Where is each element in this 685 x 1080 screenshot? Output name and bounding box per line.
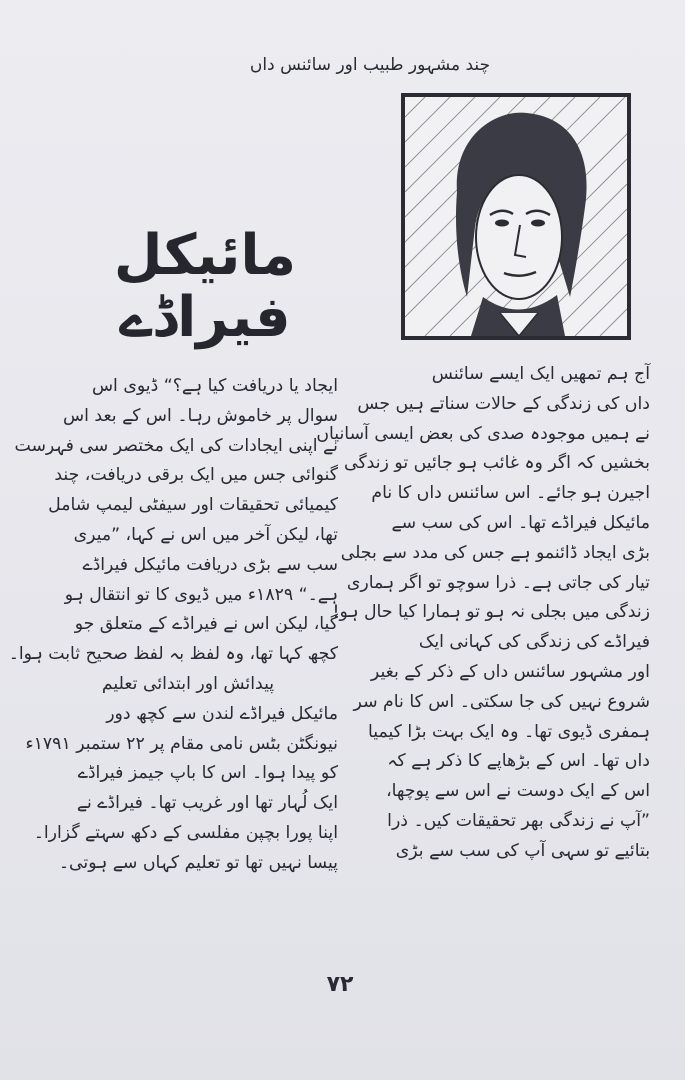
page-number: ۷۲	[326, 972, 354, 997]
text-line: ہمفری ڈیوی تھا۔ وہ ایک بہت بڑا کیمیا	[367, 721, 650, 742]
text-line: ہے۔“ ۱۸۲۹ء میں ڈیوی کا تو انتقال ہو	[64, 584, 338, 605]
text-line: اجیرن ہو جائے۔ اس سائنس داں کا نام	[371, 483, 650, 504]
text-line: آج ہم تمھیں ایک ایسے سائنس	[431, 364, 650, 384]
text-line: اپنا پورا بچپن مفلسی کے دکھ سہتے گزارا۔	[33, 822, 338, 843]
text-line: تیار کی جاتی ہے۔ ذرا سوچو تو اگر ہماری	[346, 572, 650, 593]
text-line: مائیکل فیراڈے لندن سے کچھ دور	[106, 703, 338, 724]
article-title: مائیکل فیراڈے	[113, 223, 297, 350]
text-line: کو پیدا ہوا۔ اس کا باپ جیمز فیراڈے	[77, 763, 338, 784]
text-line: سب سے بڑی دریافت مائیکل فیراڈے	[82, 554, 338, 575]
text-line: اور مشہور سائنس داں کے ذکر کے بغیر	[370, 661, 650, 682]
text-line: بخشیں کہ اگر وہ غائب ہو جائیں تو زندگی	[344, 453, 650, 474]
right-column	[316, 360, 650, 867]
section-heading: پیدائش اور ابتدائی تعلیم	[101, 673, 275, 694]
text-line: ایجاد یا دریافت کیا ہے؟“ ڈیوی اس	[91, 376, 338, 396]
text-line: گنوائی جس میں ایک برقی دریافت، چند	[54, 465, 338, 486]
text-line: داں کی زندگی کے حالات سناتے ہیں جس	[357, 393, 650, 414]
text-line: کیمیائی تحقیقات اور سیفٹی لیمپ شامل	[48, 495, 338, 516]
running-head: چند مشہور طبیب اور سائنس داں	[249, 55, 491, 75]
text-line: سوال پر خاموش رہا۔ اس کے بعد اس	[62, 405, 338, 426]
text-line: نے ہمیں موجودہ صدی کی بعض ایسی آسانیاں	[316, 423, 650, 444]
portrait-illustration	[405, 97, 627, 336]
text-line: فیراڈے کی زندگی کی کہانی ایک	[418, 632, 650, 653]
text-line: اس کے ایک دوست نے اس سے پوچھا،	[386, 781, 650, 802]
text-line: پیسا نہیں تھا تو تعلیم کہاں سے ہوتی۔	[58, 852, 338, 873]
text-line: بتائیے تو سہی آپ کی سب سے بڑی	[395, 840, 650, 861]
portrait-frame	[401, 93, 631, 340]
text-line: مائیکل فیراڈے تھا۔ اس کی سب سے	[391, 512, 650, 533]
text-line: شروع نہیں کی جا سکتی۔ اس کا نام سر	[353, 691, 650, 712]
text-line: ایک لُہار تھا اور غریب تھا۔ فیراڈے نے	[76, 793, 338, 814]
text-line: بڑی ایجاد ڈائنمو ہے جس کی مدد سے بجلی	[340, 542, 650, 563]
text-line: گیا، لیکن اس نے فیراڈے کے متعلق جو	[74, 614, 338, 635]
text-line: کچھ کہا تھا، وہ لفظ بہ لفظ صحیح ثابت ہوا۔	[8, 644, 338, 665]
text-line: تھا، لیکن آخر میں اس نے کہا، ”میری	[73, 524, 338, 545]
text-line: نے اپنی ایجادات کی ایک مختصر سی فہرست	[14, 435, 338, 456]
text-line: داں تھا۔ اس کے بڑھاپے کا ذکر ہے کہ	[387, 751, 650, 772]
left-column	[8, 372, 338, 879]
text-line: نیونگٹن بٹس نامی مقام پر ۲۲ ستمبر ۱۷۹۱ء	[25, 733, 338, 754]
text-line: زندگی میں بجلی نہ ہو تو ہمارا کیا حال ہو!	[332, 602, 650, 623]
text-line: ”آپ نے زندگی بھر تحقیقات کیں۔ ذرا	[387, 810, 650, 831]
